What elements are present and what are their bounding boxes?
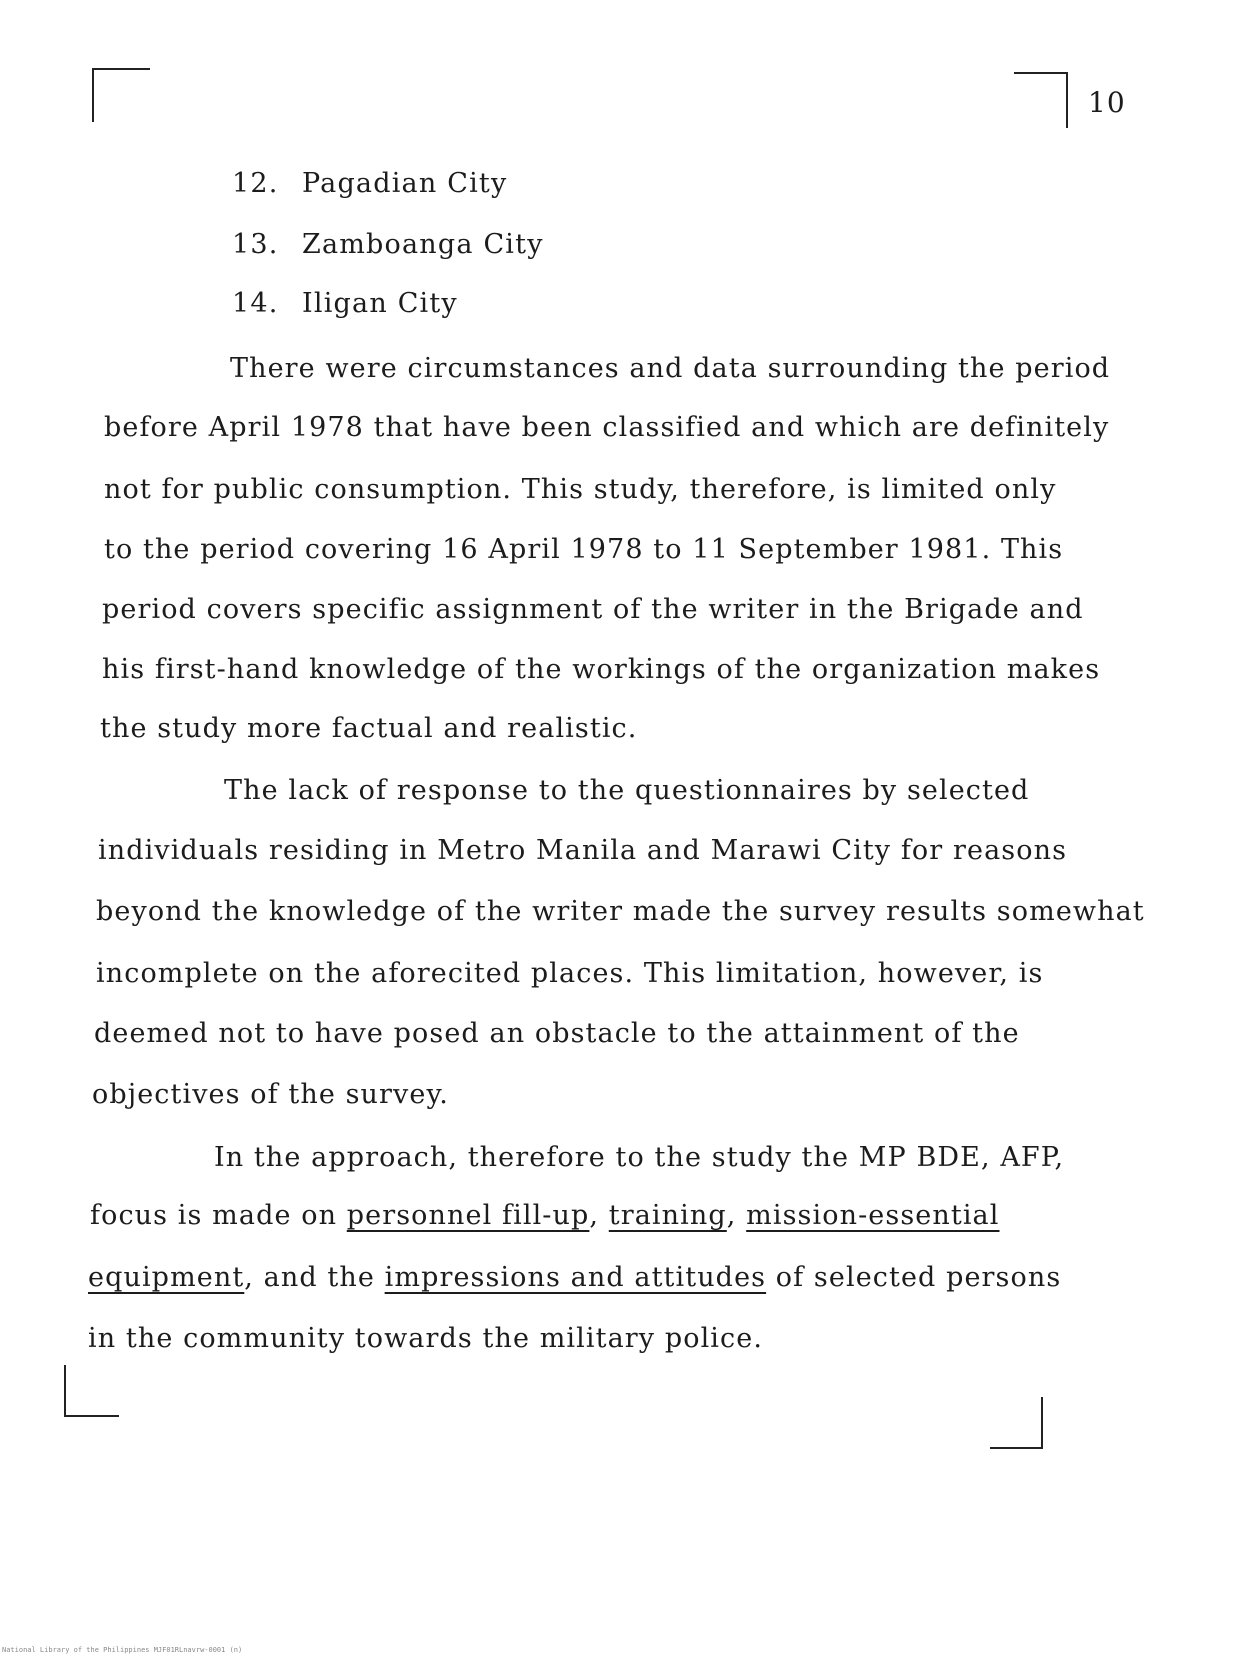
paragraph-line: There were circumstances and data surrounding the period (230, 353, 1111, 384)
underlined-term: training (608, 1200, 727, 1231)
paragraph-line: the study more factual and realistic. (100, 713, 638, 744)
crop-mark-top-right-v (1066, 72, 1068, 128)
list-text: Zamboanga City (302, 229, 544, 260)
text-span: , (589, 1200, 609, 1231)
list-item (232, 168, 507, 199)
list-text: Pagadian City (302, 168, 508, 199)
paragraph-line (88, 1262, 1061, 1293)
paragraph-line: beyond the knowledge of the writer made the survey results somewhat (96, 896, 1145, 927)
paragraph-line: individuals residing in Metro Manila and Marawi City for reasons (98, 835, 1068, 866)
text-span: of selected persons (766, 1262, 1062, 1293)
paragraph-line (90, 1200, 1000, 1231)
paragraph-line: to the period covering 16 April 1978 to 11 September 1981. This (104, 534, 1064, 565)
crop-mark-bottom-right-v (1041, 1397, 1043, 1449)
list-text: Iligan City (302, 288, 458, 319)
list-number: 13. (232, 229, 279, 260)
paragraph-line: period covers specific assignment of the writer in the Brigade and (102, 594, 1084, 625)
list-item (232, 288, 458, 319)
list-number: 12. (232, 168, 279, 199)
underlined-term: mission-essential (746, 1200, 1000, 1231)
crop-mark-bottom-left-h (64, 1415, 119, 1417)
crop-mark-bottom-left-v (64, 1365, 66, 1417)
text-span: , (726, 1200, 747, 1231)
page-number: 10 (1088, 86, 1126, 119)
paragraph-line: incomplete on the aforecited places. This limitation, however, is (96, 958, 1044, 989)
footer-note: National Library of the Philippines MJF01RLnavrw-0001 (n) (2, 1646, 243, 1654)
paragraph-line: before April 1978 that have been classified and which are definitely (104, 412, 1110, 443)
paragraph-line: in the community towards the military police. (88, 1323, 764, 1354)
paragraph-line: The lack of response to the questionnaires by selected (224, 775, 1030, 806)
paragraph-line: In the approach, therefore to the study the MP BDE, AFP, (214, 1142, 1065, 1173)
text-span: focus is made on (90, 1200, 347, 1231)
crop-mark-top-left-v (92, 68, 94, 122)
crop-mark-top-right-h (1014, 72, 1066, 74)
paragraph-line: not for public consumption. This study, therefore, is limited only (104, 474, 1057, 505)
list-number: 14. (232, 288, 279, 319)
text-span: , and the (244, 1262, 385, 1293)
underlined-term: impressions and attitudes (384, 1262, 767, 1293)
list-item (232, 229, 544, 260)
crop-mark-top-left-h (92, 68, 150, 70)
crop-mark-bottom-right-h (990, 1447, 1043, 1449)
paragraph-line: objectives of the survey. (92, 1079, 449, 1110)
underlined-term: equipment (88, 1262, 245, 1293)
underlined-term: personnel fill-up (346, 1200, 590, 1231)
paragraph-line: deemed not to have posed an obstacle to the attainment of the (94, 1018, 1020, 1049)
paragraph-line: his first-hand knowledge of the workings of the organization makes (102, 654, 1101, 685)
